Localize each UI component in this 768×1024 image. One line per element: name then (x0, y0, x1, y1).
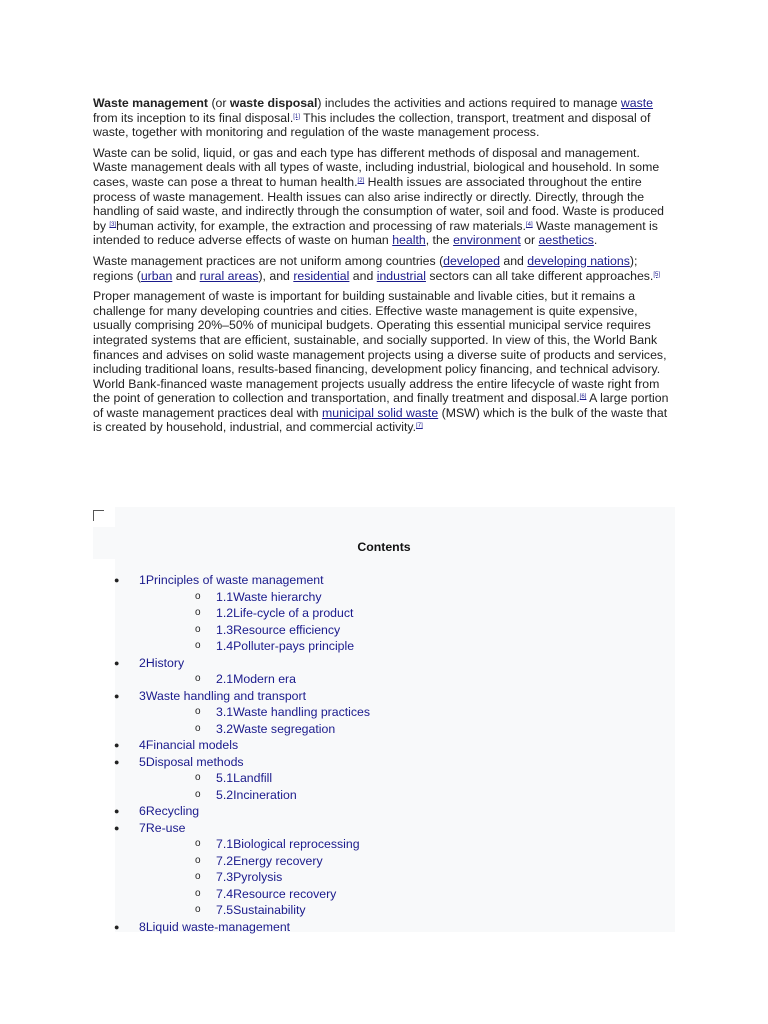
circle-bullet-icon: o (195, 722, 201, 734)
toc-item-1-2[interactable] (93, 605, 675, 622)
circle-bullet-icon: o (195, 904, 201, 915)
toc-number: 1 (139, 573, 146, 587)
toc-number: 3 (139, 688, 146, 703)
circle-bullet-icon: o (195, 788, 201, 800)
link-urban[interactable]: urban (140, 268, 173, 283)
bullet-icon: ● (114, 657, 120, 668)
toc-label: Landfill (233, 771, 273, 785)
bullet-icon: ● (114, 740, 120, 750)
bullet-icon: ● (114, 756, 120, 767)
toc-number: 8 (139, 919, 146, 934)
toc-number: 1.3 (216, 622, 234, 637)
toc-item-3-1[interactable] (93, 704, 675, 721)
citation-6[interactable]: [6] (579, 394, 587, 401)
toc-list (93, 572, 675, 935)
text: Health issues are associated throughout the entire process of waste management. Health issues can also arise indirectly or directly. Directly, through the handling of said waste, and indirectly through the consumption of water, soil and food. Waste is produced by (93, 174, 665, 233)
text: and (172, 268, 200, 283)
text: ) includes the activities and actions required to manage (317, 96, 621, 110)
toc-label: Resource efficiency (233, 622, 341, 637)
bullet-icon: ● (114, 690, 120, 701)
toc-label: Biological reprocessing (233, 837, 360, 851)
toc-item-1[interactable] (93, 572, 675, 589)
circle-bullet-icon: o (195, 673, 201, 684)
toc-number: 3.1 (216, 705, 234, 719)
toc-label: Polluter-pays principle (233, 639, 355, 653)
text: from its inception to its final disposal. (93, 110, 294, 125)
text: human activity, for example, the extraction and processing of raw materials. (116, 218, 526, 233)
toc-label: Re-use (145, 820, 186, 835)
toc-number: 7.3 (216, 870, 234, 884)
toc-title: Contents (357, 540, 411, 554)
circle-bullet-icon: o (195, 854, 201, 866)
toc-number: 1.1 (216, 589, 234, 604)
bullet-icon: ● (114, 822, 120, 833)
toc-label: Pyrolysis (233, 870, 283, 884)
toc-item-5-2[interactable] (93, 787, 675, 804)
toc-item-5[interactable] (93, 754, 675, 771)
text: ), and (258, 268, 294, 283)
toc-label: Recycling (145, 804, 200, 818)
citation-5[interactable]: [5] (653, 271, 661, 278)
text: . (593, 233, 598, 248)
toc-label: Modern era (233, 672, 296, 686)
circle-bullet-icon: o (195, 706, 201, 717)
link-health[interactable]: health (392, 233, 426, 248)
text: Waste management practices are not uniform among countries ( (93, 253, 444, 268)
toc-label: Waste segregation (233, 721, 336, 736)
toc-item-4[interactable] (93, 737, 675, 754)
toc-item-7-3[interactable] (93, 869, 675, 886)
toc-item-8[interactable] (93, 919, 675, 936)
text: and (349, 268, 377, 283)
link-environment[interactable]: environment (453, 233, 521, 248)
table-of-contents (93, 507, 675, 932)
toc-item-2-1[interactable] (93, 671, 675, 688)
link-aesthetics[interactable]: aesthetics (538, 233, 594, 248)
toc-number: 5.1 (216, 771, 234, 785)
toc-item-1-4[interactable] (93, 638, 675, 655)
toc-item-5-1[interactable] (93, 770, 675, 787)
toc-number: 5 (139, 754, 146, 769)
circle-bullet-icon: o (195, 871, 201, 882)
toc-label: Waste handling and transport (145, 688, 307, 703)
toc-label: Principles of waste management (145, 573, 324, 587)
toc-number: 2.1 (216, 672, 234, 686)
toc-number: 7.2 (216, 853, 234, 868)
toc-number: 7.5 (216, 903, 234, 917)
circle-bullet-icon: o (195, 607, 201, 618)
toc-number: 7.1 (216, 837, 234, 851)
citation-1[interactable]: [1] (293, 113, 300, 120)
toc-label: Sustainability (233, 903, 306, 917)
toc-number: 3.2 (216, 721, 234, 736)
toc-label: Liquid waste-management (145, 919, 291, 934)
text: (or (208, 96, 230, 110)
bullet-icon: ● (114, 921, 120, 932)
toc-item-1-1[interactable] (93, 589, 675, 606)
link-rural-areas[interactable]: rural areas (199, 268, 259, 283)
toc-item-7-4[interactable] (93, 886, 675, 903)
circle-bullet-icon: o (195, 640, 201, 651)
text: and (499, 253, 528, 268)
toc-number: 4 (139, 738, 146, 752)
toc-item-2[interactable] (93, 655, 675, 672)
toc-label: Waste hierarchy (233, 589, 322, 604)
toc-item-7-1[interactable] (93, 836, 675, 853)
citation-3[interactable]: [3] (109, 221, 117, 228)
link-municipal-solid-waste[interactable]: municipal solid waste (321, 405, 439, 420)
link-residential[interactable]: residential (293, 268, 350, 283)
toc-label: Financial models (145, 738, 239, 752)
toc-item-3-2[interactable] (93, 721, 675, 738)
term-waste-management: Waste management (93, 96, 209, 110)
citation-7[interactable]: [7] (416, 423, 423, 430)
toc-number: 6 (139, 804, 146, 818)
bullet-icon: ● (114, 806, 120, 816)
text: Waste can be solid, liquid, or gas and each type has different methods of disposal and management. Waste management deals with all types of waste, including industrial, biological and household. In some cases, waste can pose a threat to human health. (93, 145, 660, 189)
toc-label: Resource recovery (233, 886, 337, 901)
paragraph-proper-management (93, 289, 675, 435)
paragraph-types (93, 146, 675, 248)
circle-bullet-icon: o (195, 838, 201, 849)
link-industrial[interactable]: industrial (376, 268, 426, 283)
toc-label: Energy recovery (233, 853, 323, 868)
circle-bullet-icon: o (195, 590, 201, 602)
toc-label: Incineration (233, 787, 297, 802)
toc-item-1-3[interactable] (93, 622, 675, 639)
text: sectors can all take different approaches. (425, 268, 654, 283)
link-waste[interactable]: waste (620, 96, 654, 110)
toc-number: 5.2 (216, 787, 234, 802)
link-developed[interactable]: developed (443, 253, 500, 268)
circle-bullet-icon: o (195, 623, 201, 635)
circle-bullet-icon: o (195, 772, 201, 783)
toc-item-7-2[interactable] (93, 853, 675, 870)
toc-item-7-5[interactable] (93, 902, 675, 919)
toc-item-3[interactable] (93, 688, 675, 705)
text: (MSW) which is the bulk of the waste that is created by household, industrial, and commercial activity. (93, 405, 668, 435)
toc-label: History (145, 655, 185, 670)
citation-2[interactable]: [2] (357, 177, 365, 184)
term-waste-disposal: waste disposal (229, 96, 318, 110)
paragraph-intro (93, 96, 675, 140)
toc-number: 7.4 (216, 886, 234, 901)
text: Proper management of waste is important for building sustainable and livable cities, but it remains a challenge for many developing countries and cities. Effective waste management is quite expensive, usually comprising 20%–50% of municipal budgets. Operating this essential municipal service requires integrated systems that are efficient, sustainable, and socially supported. In view of this, the World Bank finances and advises on solid waste management projects using a diverse suite of products and services, including traditional loans, results-based financing, development policy financing, and technical advisory. World Bank-financed waste management projects usually address the entire lifecycle of waste right from the point of generation to collection and transportation, and finally treatment and disposal. (93, 289, 667, 406)
toc-number: 1.2 (216, 606, 234, 620)
toc-number: 1.4 (216, 639, 234, 653)
link-developing-nations[interactable]: developing nations (527, 253, 630, 268)
toc-number: 7 (139, 820, 146, 835)
toc-label: Disposal methods (145, 754, 244, 769)
toc-item-7[interactable] (93, 820, 675, 837)
text: This includes the collection, transport, treatment and disposal of waste, together with monitoring and regulation of the waste management process. (93, 110, 651, 140)
toc-item-6[interactable] (93, 803, 675, 820)
toc-toggle-checkbox[interactable] (93, 510, 104, 521)
text: , the (425, 233, 454, 248)
article-body (93, 96, 675, 441)
circle-bullet-icon: o (195, 887, 201, 899)
toc-number: 2 (139, 655, 146, 670)
text: ); regions ( (93, 253, 638, 283)
toc-label: Life-cycle of a product (233, 606, 354, 620)
bullet-icon: ● (114, 575, 120, 585)
text: Waste management is intended to reduce adverse effects of waste on human (93, 218, 658, 248)
text: or (520, 233, 539, 248)
toc-label: Waste handling practices (233, 705, 371, 719)
paragraph-practices (93, 254, 675, 283)
text: A large portion of waste management practices deal with (93, 391, 669, 420)
citation-4[interactable]: [4] (525, 221, 533, 228)
